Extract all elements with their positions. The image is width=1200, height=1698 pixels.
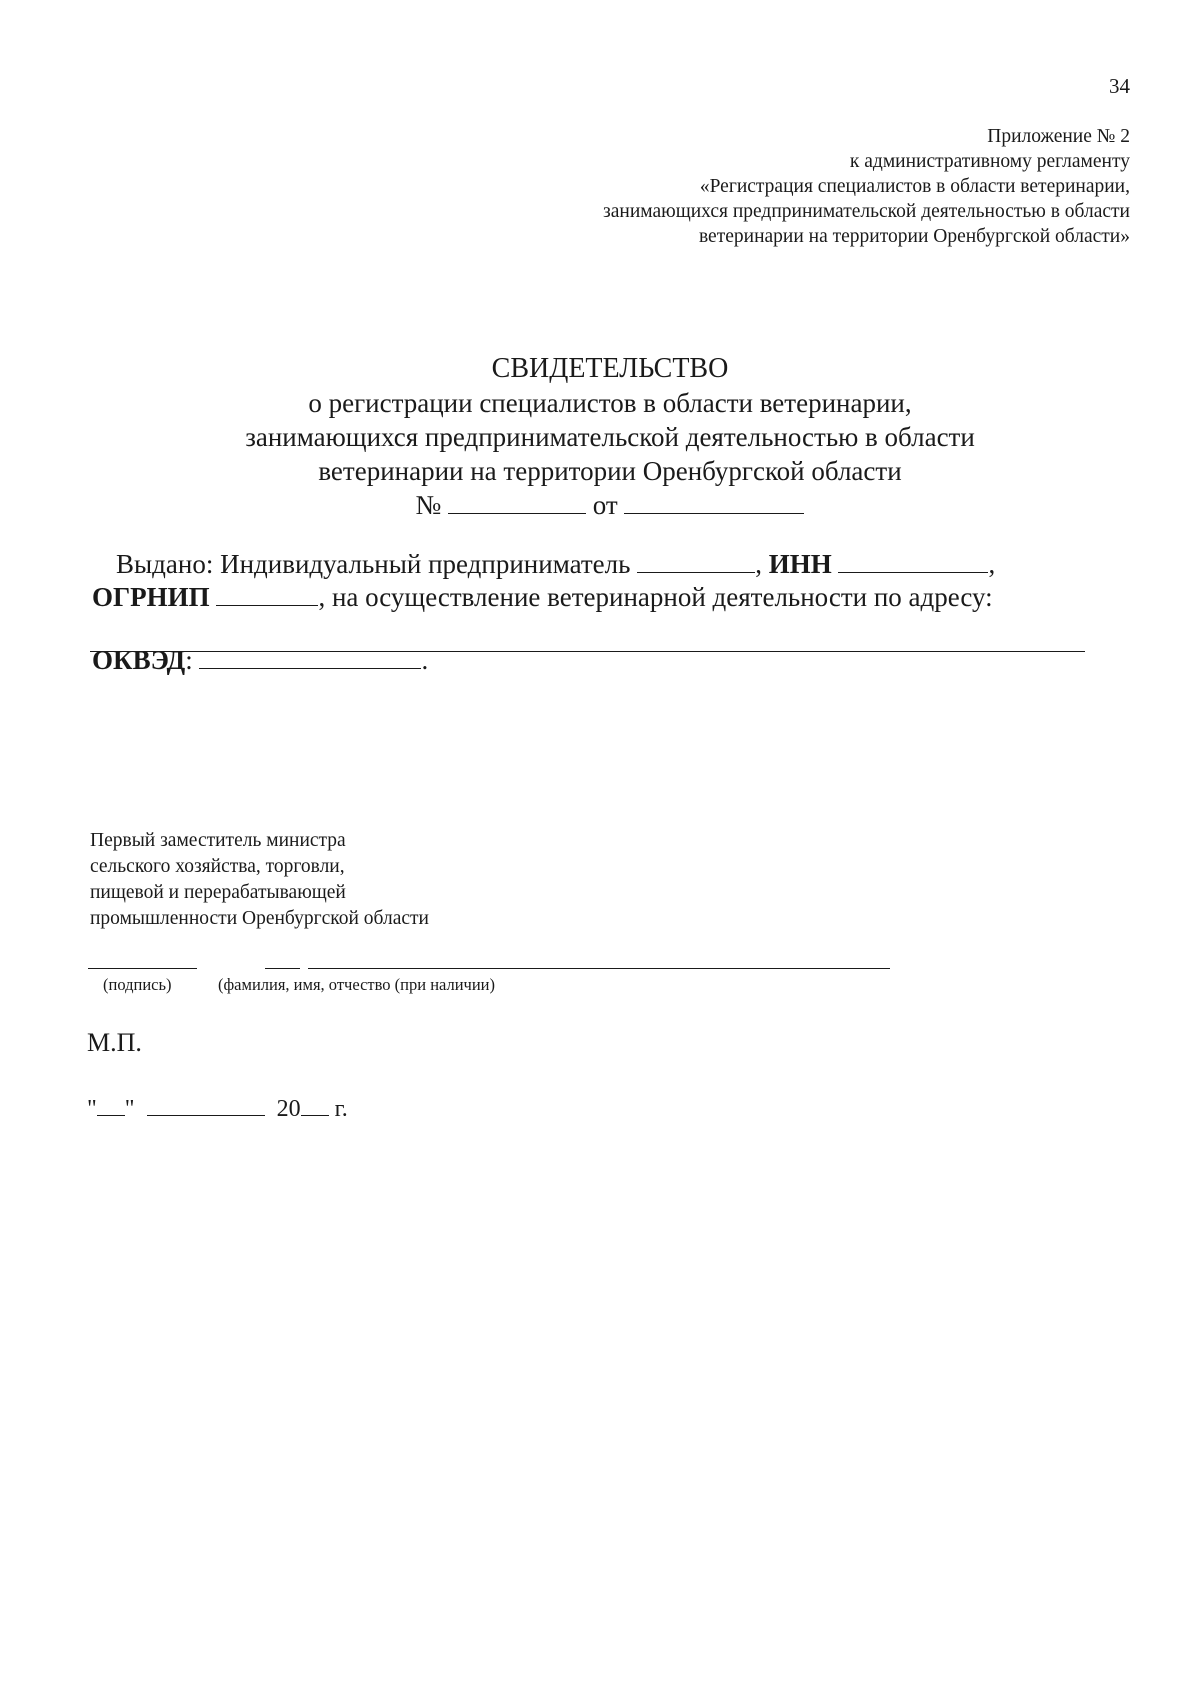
signer-line: промышленности Оренбургской области [90,908,429,929]
issue-line-2 [92,581,995,614]
signer-position [90,828,429,932]
issue-line-1 [92,548,995,581]
certificate-title-block [0,352,1200,522]
certificate-title: СВИДЕТЕЛЬСТВО [491,353,729,384]
signature-blank-line[interactable] [88,968,197,969]
certificate-number-line [0,488,1200,522]
comma: , [988,549,996,579]
certificate-subtitle-line: о регистрации специалистов в области ветеринарии, [308,388,912,418]
issue-paragraph [92,548,995,614]
date-close-quote: " [124,1096,135,1122]
annex-line: ветеринарии на территории Оренбургской области» [698,226,1130,247]
issued-to-text: Выдано: Индивидуальный предприниматель [116,549,631,579]
year-prefix: 20 [276,1096,301,1122]
annex-line: к административному регламенту [849,151,1130,172]
certificate-subtitle-line: занимающихся предпринимательской деятельностью в области [245,422,975,452]
okved-blank[interactable] [199,646,421,669]
year-suffix: г. [334,1096,348,1122]
date-line [87,1096,348,1123]
okved-end: . [421,645,429,675]
annex-header [603,124,1130,249]
inn-blank[interactable] [838,550,988,573]
name-blank-line[interactable] [308,968,890,969]
stamp-place-label: М.П. [87,1028,142,1057]
annex-line: «Регистрация специалистов в области ветеринарии, [699,176,1130,197]
signer-line: Первый заместитель министра [90,830,346,851]
from-label: от [592,490,618,520]
page-number: 34 [1109,74,1130,98]
ogrnip-label: ОГРНИП [92,582,210,612]
full-name-caption: (фамилия, имя, отчество (при наличии) [218,975,496,994]
year-blank[interactable] [301,1097,329,1116]
okved-colon: : [185,645,193,675]
number-label: № [415,490,442,520]
ogrnip-blank[interactable] [216,583,318,606]
date-open-quote: " [87,1096,97,1122]
month-blank[interactable] [147,1097,265,1116]
okved-label: ОКВЭД [92,645,186,675]
annex-line: Приложение № 2 [987,126,1130,147]
name-blank-line-short[interactable] [265,968,300,969]
signer-line: сельского хозяйства, торговли, [90,856,345,877]
annex-line: занимающихся предпринимательской деятельностью в области [603,201,1130,222]
inn-label: ИНН [768,549,832,579]
signature-caption: (подпись) [103,975,172,994]
entrepreneur-name-blank[interactable] [637,550,755,573]
certificate-date-blank[interactable] [624,491,804,514]
okved-line [92,645,428,676]
certificate-number-blank[interactable] [448,491,586,514]
comma: , [755,549,762,579]
purpose-text: , на осуществление ветеринарной деятельности по адресу: [318,582,993,612]
certificate-subtitle-line: ветеринарии на территории Оренбургской области [318,456,902,486]
signer-line: пищевой и перерабатывающей [90,882,346,903]
day-blank[interactable] [97,1097,125,1116]
